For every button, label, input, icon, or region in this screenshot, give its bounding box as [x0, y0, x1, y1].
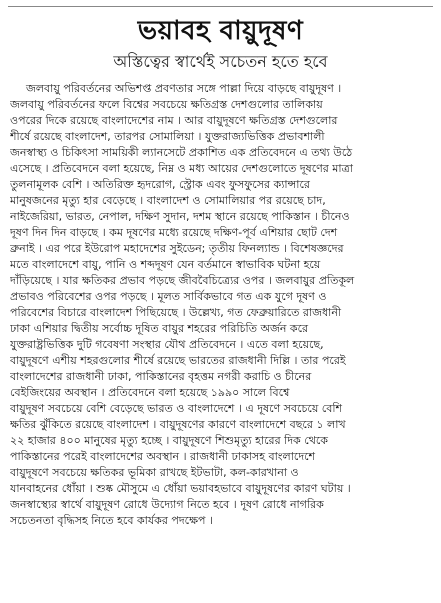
body-line: তুলনামূলক বেশি । অতিরিক্ত হৃদরোগ, স্ট্রোক এবং ফুসফুসের ক্যান্সারে	[10, 178, 310, 191]
page-top-divider	[8, 6, 433, 10]
body-line: ওপরের দিকে রয়েছে বাংলাদেশের নাম । আর বায়ুদূষণে ক্ষতিগ্রস্ত দেশগুলোর	[10, 114, 338, 127]
article-headline: ভয়াবহ বায়ুদূষণ	[137, 16, 304, 46]
body-line: বায়ুদূষণে সবচেয়ে ক্ষতিকর ভূমিকা রাখছে ইটভাটা, কল-কারখানা ও	[10, 466, 299, 479]
body-line: বায়ুদূষণে এশীয় শহরগুলোর শীর্ষে রয়েছে ভারতের রাজধানী দিল্লি । তার পরেই	[10, 354, 346, 367]
body-line: বায়ুদূষণ সবচেয়ে বেশি বেড়েছে ভারত ও বাংলাদেশে । এ দূষণে সবচেয়ে বেশি	[10, 402, 343, 415]
body-line: শীর্ষে রয়েছে বাংলাদেশ, তারপর সোমালিয়া । যুক্তরাজ্যভিত্তিক প্রভাবশালী	[10, 130, 325, 143]
body-line: ক্ষতির ঝুঁকিতে রয়েছে বাংলাদেশ । বায়ুদূষণের কারণে বাংলাদেশে বছরে ১ লাখ	[10, 418, 346, 431]
body-line: জনস্বাস্থ্যের স্বার্থে বায়ুদূষণ রোধে উদ্যোগ নিতে হবে । দূষণ রোধে নাগরিক	[10, 498, 324, 511]
body-line: যুক্তরাষ্ট্রভিত্তিক দুটি গবেষণা সংস্থার যৌথ প্রতিবেদনে । এতে বলা হয়েছে,	[10, 338, 324, 351]
article-body	[8, 81, 433, 529]
body-line: প্রভাবও পরিবেশের ওপর পড়ছে । মূলত সার্বিকভাবে গত এক যুগে দূষণ ও	[10, 290, 327, 303]
body-line: যানবাহনের ধোঁয়া । শুষ্ক মৌসুমে এ ধোঁয়া ভয়াবহভাবে বায়ুদূষণের কারণ ঘটায় ।	[10, 482, 351, 495]
body-line: দাঁড়িয়েছে । যার ক্ষতিকর প্রভাব পড়ছে জীববৈচিত্র্যের ওপর । জলবায়ুর প্রতিকূল	[10, 274, 355, 287]
article-subheadline: অস্তিত্বের স্বার্থেই সচেতন হতে হবে	[113, 52, 328, 71]
body-line: বেইজিংয়ের অবস্থান । প্রতিবেদনে বলা হয়েছে ১৯৯০ সালে বিশ্বে	[10, 386, 290, 399]
body-line: এসেছে । প্রতিবেদনে বলা হয়েছে, নিম্ন ও মধ্য আয়ের দেশগুলোতে দূষণের মাত্রা	[10, 162, 353, 175]
body-line: পাকিস্তানের পরেই বাংলাদেশের অবস্থান । রাজধানী ঢাকাসহ বাংলাদেশে	[10, 450, 316, 463]
body-line: পরিবেশের বিচারে বাংলাদেশ পিছিয়েছে । উল্লেখ্য, গত ফেব্রুয়ারিতে রাজধানী	[10, 306, 342, 319]
body-line: সচেতনতা বৃদ্ধিসহ নিতে হবে কার্যকর পদক্ষেপ ।	[10, 514, 213, 527]
body-line: জলবায়ু পরিবর্তনের অভিশপ্ত প্রবণতার সঙ্গে পাল্লা দিয়ে বাড়ছে বায়ুদূষণ ।	[26, 82, 342, 95]
body-line: ব্রুনাই । এর পরে ইউরোপ মহাদেশের সুইডেন; তৃতীয় ফিনল্যান্ড । বিশেষজ্ঞদের	[10, 242, 344, 255]
body-line: জলবায়ু পরিবর্তনের ফলে বিশ্বের সবচেয়ে ক্ষতিগ্রস্ত দেশগুলোর তালিকায়	[10, 98, 323, 111]
body-line: ২২ হাজার ৪০০ মানুষের মৃত্যু হচ্ছে । বায়ুদূষণে শিশুমৃত্যু হারের দিক থেকে	[10, 434, 328, 447]
body-line: বাংলাদেশের রাজধানী ঢাকা, পাকিস্তানের বৃহত্তম নগরী করাচি ও চীনের	[10, 370, 312, 383]
body-line: মানুষজনের মৃত্যু হার বেড়েছে । বাংলাদেশ ও সোমালিয়ার পর রয়েছে চাদ,	[10, 194, 326, 207]
body-line: জনস্বাস্থ্য ও চিকিৎসা সাময়িকী ল্যানসেটে প্রকাশিত এক প্রতিবেদনে এ তথ্য উঠে	[10, 146, 353, 159]
body-line: নাইজেরিয়া, ভারত, নেপাল, দক্ষিণ সুদান, দশম স্থানে রয়েছে পাকিস্তান । চীনেও	[10, 210, 350, 223]
body-line: দূষণ দিন দিন বাড়ছে । কম দূষণের মধ্যে রয়েছে দক্ষিণ-পূর্ব এশিয়ার ছোট দেশ	[10, 226, 338, 239]
body-line: ঢাকা এশিয়ার দ্বিতীয় সর্বোচ্চ দূষিত বায়ুর শহরের পরিচিতি অর্জন করে	[10, 322, 309, 335]
body-line: মতে বাংলাদেশে বায়ু, পানি ও শব্দদূষণ যেন বর্তমানে স্বাভাবিক ঘটনা হয়ে	[10, 258, 321, 271]
